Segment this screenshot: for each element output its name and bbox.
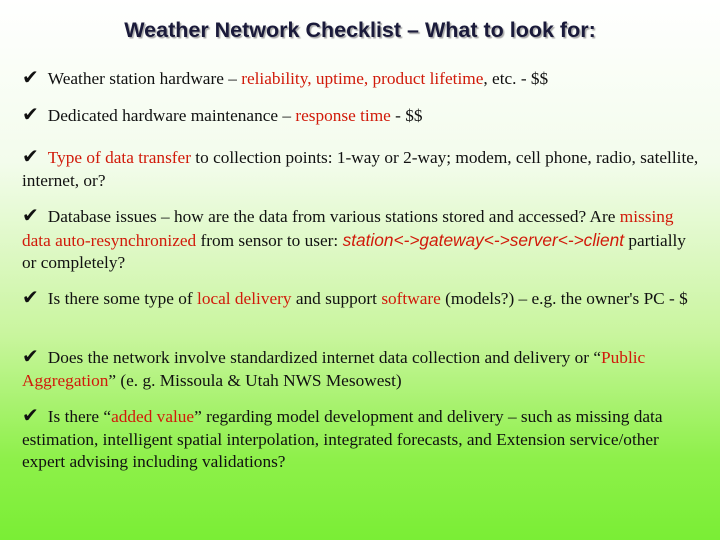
highlighted-text: added value	[111, 407, 195, 426]
item-text: Is there “	[47, 407, 112, 426]
checklist-item	[22, 204, 702, 275]
item-text: Does the network involve standardized internet data collection and delivery or “	[47, 348, 602, 367]
highlighted-text: station<->gateway<->server<->client	[342, 229, 625, 250]
checkmark-icon: ✔	[22, 285, 39, 309]
checkmark-icon: ✔	[22, 144, 39, 168]
checkmark-icon: ✔	[22, 344, 39, 368]
highlighted-text: software	[381, 289, 441, 308]
item-text: - $$	[390, 106, 423, 125]
highlighted-text: reliability, uptime, product lifetime	[241, 69, 484, 88]
checklist-item	[22, 286, 702, 311]
highlighted-text: Type of data transfer	[47, 148, 191, 167]
checkmark-icon: ✔	[22, 403, 39, 427]
item-text: to collection points: 1-way or 2-way; modem, cell phone, radio, satellite, internet, or?	[22, 148, 699, 190]
item-text: ” (e. g. Missoula & Utah NWS Mesowest)	[108, 370, 402, 390]
checklist-item	[22, 145, 702, 192]
item-text: , etc. - $$	[483, 69, 549, 88]
highlighted-text: local delivery	[197, 289, 292, 308]
item-text: Dedicated hardware maintenance –	[47, 106, 296, 125]
checklist-item	[22, 345, 702, 392]
item-text: and support	[291, 289, 382, 308]
checklist-item	[22, 66, 702, 91]
highlighted-text: response time	[295, 106, 391, 125]
checkmark-icon: ✔	[22, 65, 39, 89]
item-text: from sensor to user:	[196, 230, 343, 250]
checkmark-icon: ✔	[22, 102, 39, 126]
item-text: partially or completely?	[22, 230, 686, 272]
item-text: (models?) – e.g. the owner's PC - $	[440, 289, 688, 308]
highlighted-text: missing data auto-resynchronized	[22, 207, 674, 250]
highlighted-text: Public Aggregation	[22, 348, 646, 390]
item-text: Is there some type of	[47, 289, 198, 308]
item-text: Database issues – how are the data from various stations stored and accessed? Are	[47, 207, 620, 226]
checkmark-icon: ✔	[22, 203, 39, 227]
slide-title: Weather Network Checklist – What to look for:	[124, 18, 596, 42]
checklist-item	[22, 404, 702, 474]
item-text: Weather station hardware –	[47, 69, 242, 88]
checklist-item	[22, 103, 702, 128]
item-text: ” regarding model development and delivery – such as missing data estimation, intelligent spatial interpolation, integrated forecasts, and Extension service/other expert advising including validations?	[22, 407, 663, 471]
